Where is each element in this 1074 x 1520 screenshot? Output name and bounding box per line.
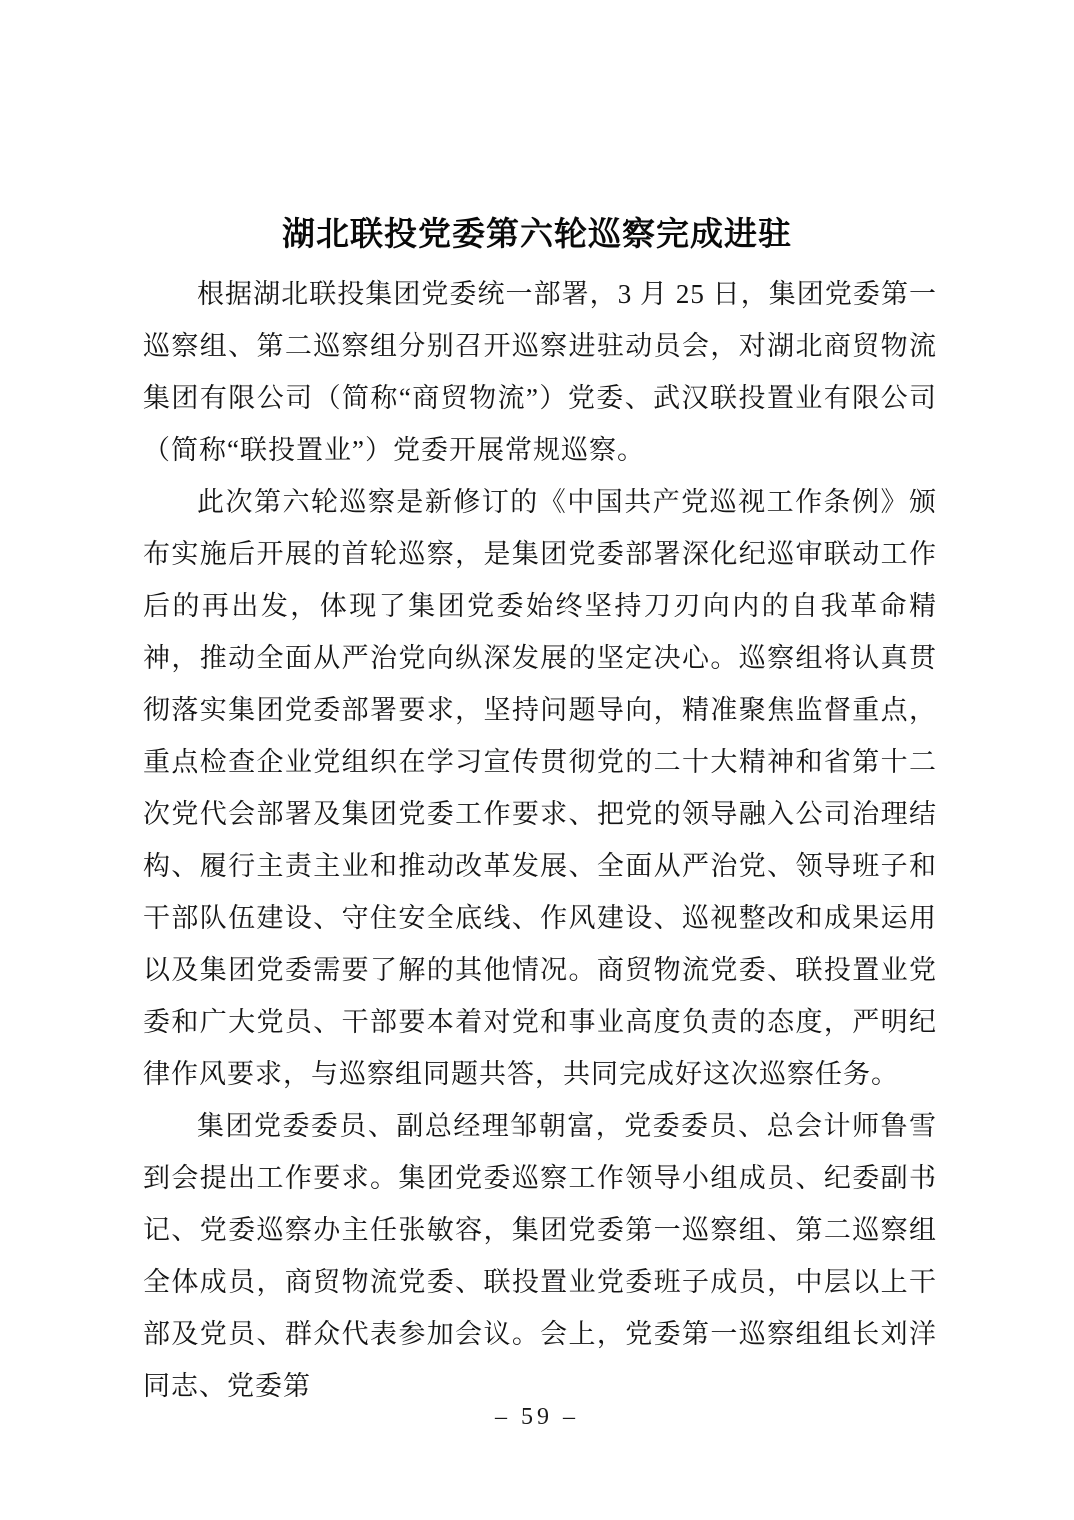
document-title: 湖北联投党委第六轮巡察完成进驻 xyxy=(282,217,792,254)
paragraph-3: 集团党委委员、副总经理邹朝富，党委委员、总会计师鲁雪到会提出工作要求。集团党委巡察工作领导小组成员、纪委副书记、党委巡察办主任张敏容，集团党委第一巡察组、第二巡察组全体成员，商贸物流党委、联投置业党委班子成员，中层以上干部及党员、群众代表参加会议。会上，党委第一巡察组组长刘洋同志、党委第 xyxy=(143,1111,937,1401)
document-body xyxy=(143,268,937,1412)
page-number: – 59 – xyxy=(495,1404,579,1430)
paragraph-2: 此次第六轮巡察是新修订的《中国共产党巡视工作条例》颁布实施后开展的首轮巡察，是集团党委部署深化纪巡审联动工作后的再出发，体现了集团党委始终坚持刀刃向内的自我革命精神，推动全面从严治党向纵深发展的坚定决心。巡察组将认真贯彻落实集团党委部署要求，坚持问题导向，精准聚焦监督重点，重点检查企业党组织在学习宣传贯彻党的二十大精神和省第十二次党代会部署及集团党委工作要求、把党的领导融入公司治理结构、履行主责主业和推动改革发展、全面从严治党、领导班子和干部队伍建设、守住安全底线、作风建设、巡视整改和成果运用以及集团党委需要了解的其他情况。商贸物流党委、联投置业党委和广大党员、干部要本着对党和事业高度负责的态度，严明纪律作风要求，与巡察组同题共答，共同完成好这次巡察任务。 xyxy=(143,487,937,1089)
paragraph-1: 根据湖北联投集团党委统一部署，3 月 25 日，集团党委第一巡察组、第二巡察组分别召开巡察进驻动员会，对湖北商贸物流集团有限公司（简称“商贸物流”）党委、武汉联投置业有限公司（简称“联投置业”）党委开展常规巡察。 xyxy=(143,279,937,465)
